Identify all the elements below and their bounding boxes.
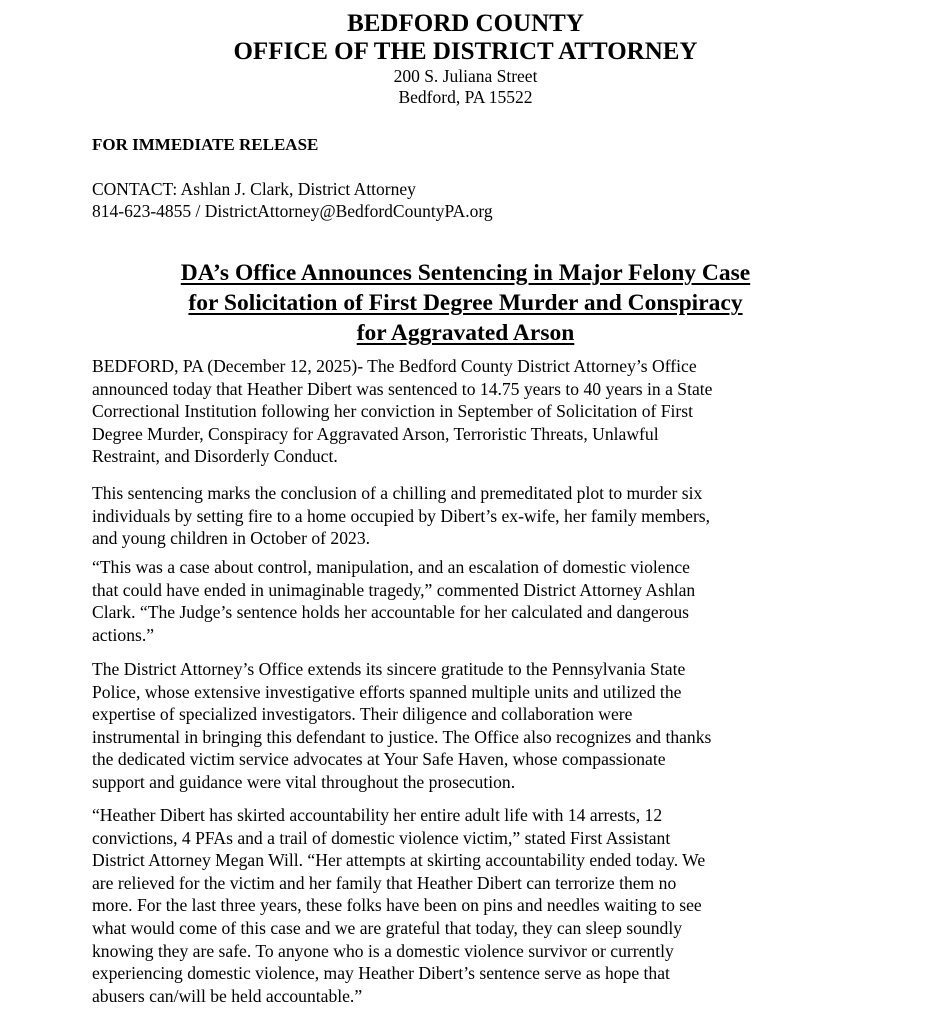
headline-line: for Aggravated Arson — [356, 320, 575, 346]
paragraph-line: more. For the last three years, these folks have been on pins and needles waiting to see — [92, 895, 702, 916]
paragraph-line: what would come of this case and we are grateful that today, they can sleep soundly — [92, 917, 683, 938]
paragraph-line: Restraint, and Disorderly Conduct. — [92, 446, 338, 467]
headline-line: DA’s Office Announces Sentencing in Major Felony Case — [180, 260, 751, 286]
body-paragraph-ada-quote — [92, 804, 705, 1007]
paragraph-line: that could have ended in unimaginable tragedy,” commented District Attorney Ashlan — [92, 579, 696, 600]
paragraph-line: the dedicated victim service advocates at Your Safe Haven, whose compassionate — [92, 749, 666, 770]
paragraph-line: experiencing domestic violence, may Heather Dibert’s sentence serve as hope that — [92, 963, 670, 984]
city-state-zip: Bedford, PA 15522 — [398, 87, 533, 107]
paragraph-line: Correctional Institution following her conviction in September of Solicitation of First — [92, 401, 694, 422]
paragraph-line: BEDFORD, PA (December 12, 2025)- The Bedford County District Attorney’s Office — [92, 356, 697, 376]
body-paragraph-sentencing — [92, 355, 712, 468]
paragraph-line: support and guidance were vital throughout the prosecution. — [92, 771, 516, 792]
paragraph-line: The District Attorney’s Office extends its sincere gratitude to the Pennsylvania State — [92, 659, 686, 679]
paragraph-line: and young children in October of 2023. — [92, 528, 371, 549]
contact-name-line: CONTACT: Ashlan J. Clark, District Attorney — [92, 179, 416, 199]
paragraph-line: “Heather Dibert has skirted accountability her entire adult life with 14 arrests, 12 — [92, 805, 663, 825]
paragraph-line: Police, whose extensive investigative efforts spanned multiple units and utilized the — [92, 681, 682, 702]
headline-line: for Solicitation of First Degree Murder and Conspiracy — [188, 290, 743, 316]
paragraph-line: abusers can/will be held accountable.” — [92, 985, 363, 1006]
paragraph-line: “This was a case about control, manipulation, and an escalation of domestic violence — [92, 557, 690, 577]
paragraph-line: instrumental in bringing this defendant to justice. The Office also recognizes and thanks — [92, 726, 712, 747]
paragraph-line: convictions, 4 PFAs and a trail of domestic violence victim,” stated First Assistant — [92, 827, 671, 848]
body-paragraph-plot — [92, 482, 710, 550]
paragraph-line: District Attorney Megan Will. “Her attempts at skirting accountability ended today. We — [92, 850, 706, 871]
office-name: OFFICE OF THE DISTRICT ATTORNEY — [233, 38, 698, 65]
paragraph-line: This sentencing marks the conclusion of a chilling and premeditated plot to murder six — [92, 483, 703, 503]
paragraph-line: individuals by setting fire to a home occupied by Dibert’s ex-wife, her family members, — [92, 505, 711, 526]
street-address: 200 S. Juliana Street — [393, 66, 538, 86]
paragraph-line: announced today that Heather Dibert was sentenced to 14.75 years to 40 years in a State — [92, 378, 713, 399]
paragraph-line: Clark. “The Judge’s sentence holds her accountable for her calculated and dangerous — [92, 602, 689, 623]
paragraph-line: Degree Murder, Conspiracy for Aggravated Arson, Terroristic Threats, Unlawful — [92, 423, 659, 444]
paragraph-line: knowing they are safe. To anyone who is a domestic violence survivor or currently — [92, 940, 674, 961]
letterhead — [0, 10, 931, 108]
contact-block — [92, 178, 493, 222]
county-name: BEDFORD COUNTY — [347, 10, 584, 37]
contact-phone-email-line: 814-623-4855 / DistrictAttorney@BedfordCountyPA.org — [92, 201, 493, 221]
paragraph-line: actions.” — [92, 624, 155, 645]
release-label: FOR IMMEDIATE RELEASE — [92, 135, 319, 154]
headline — [60, 258, 871, 348]
paragraph-line: expertise of specialized investigators. Their diligence and collaboration were — [92, 704, 633, 725]
paragraph-line: are relieved for the victim and her family that Heather Dibert can terrorize them no — [92, 872, 677, 893]
body-paragraph-da-quote — [92, 556, 695, 646]
body-paragraph-gratitude — [92, 658, 711, 794]
